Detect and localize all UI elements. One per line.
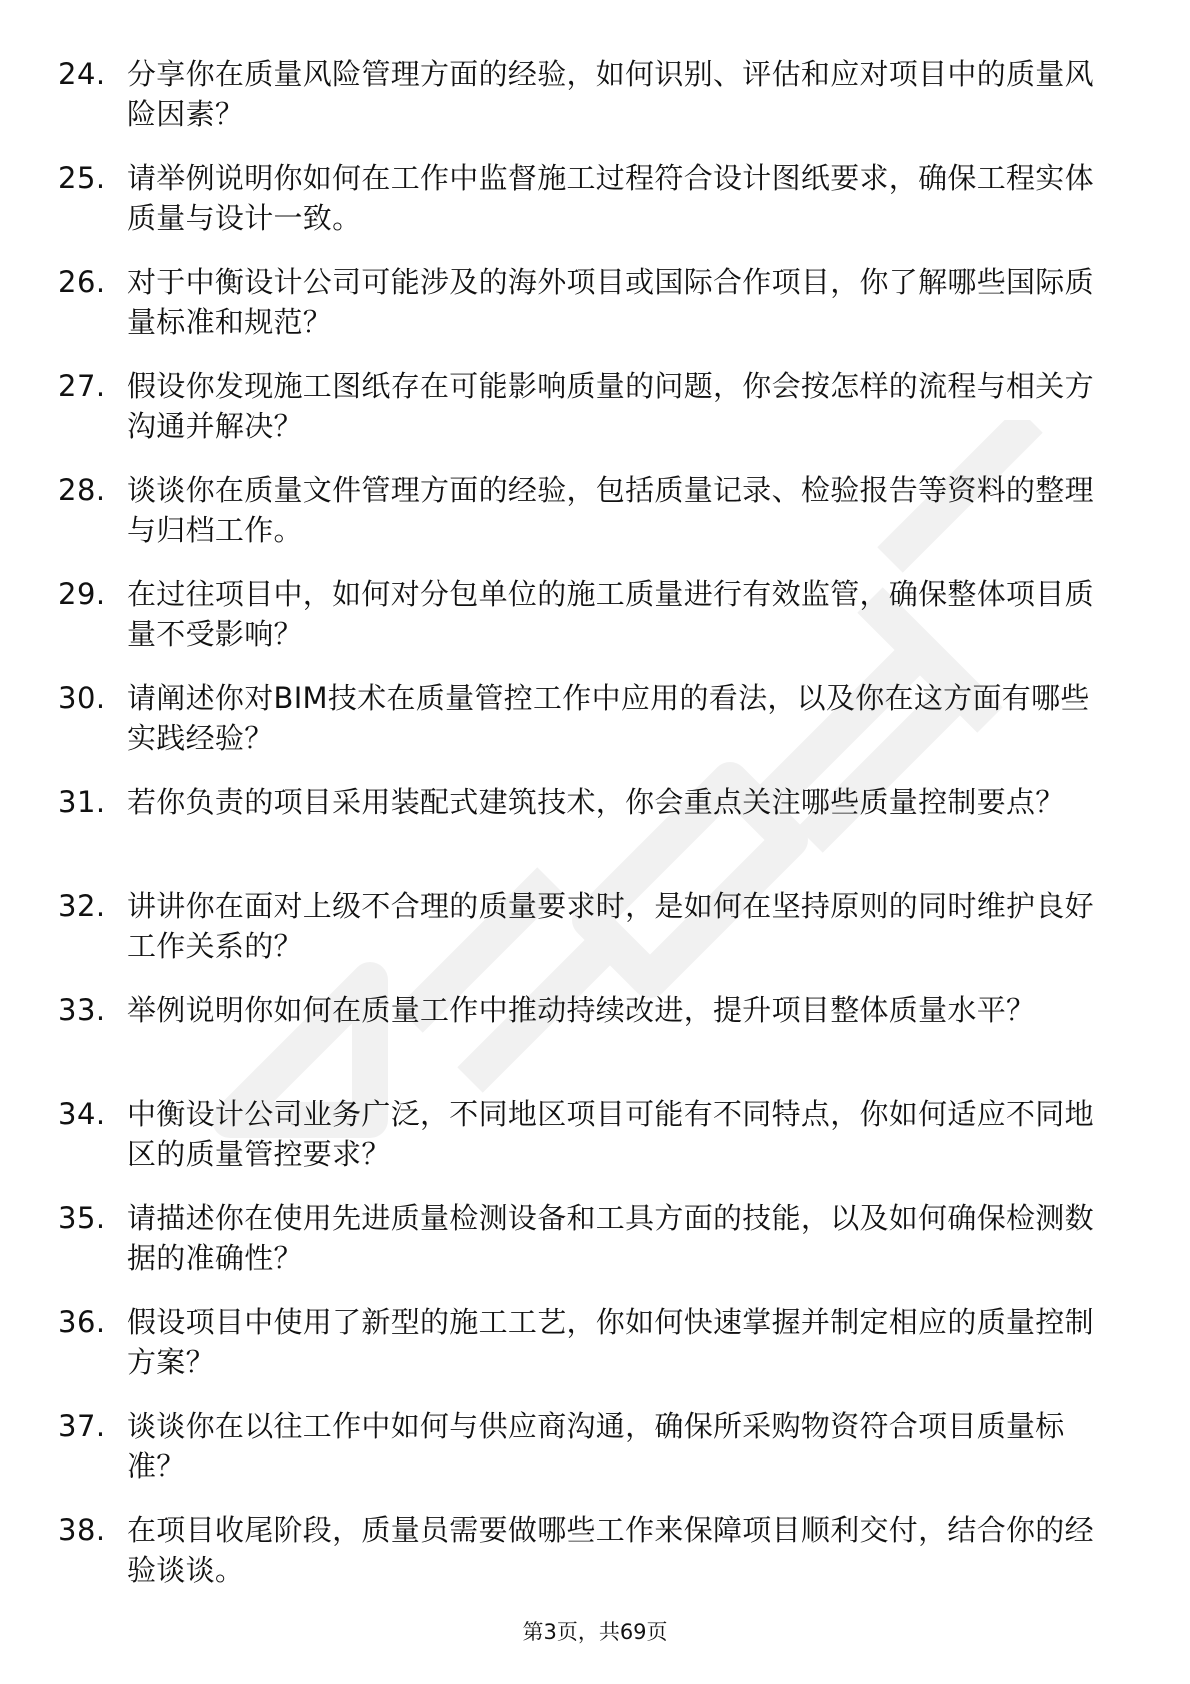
list-item xyxy=(58,158,1118,262)
list-item xyxy=(58,782,1118,886)
question-list xyxy=(58,54,1118,1614)
question-number: 27. xyxy=(58,369,106,403)
list-item xyxy=(58,678,1118,782)
list-item xyxy=(58,470,1118,574)
list-item xyxy=(58,262,1118,366)
question-number: 31. xyxy=(58,785,106,819)
list-item xyxy=(58,574,1118,678)
question-text: 分享你在质量风险管理方面的经验，如何识别、评估和应对项目中的质量风险因素？ xyxy=(127,57,1094,131)
question-number: 25. xyxy=(58,161,106,195)
question-number: 33. xyxy=(58,993,106,1027)
list-item xyxy=(58,1094,1118,1198)
question-text: 在项目收尾阶段，质量员需要做哪些工作来保障项目顺利交付，结合你的经验谈谈。 xyxy=(127,1513,1094,1587)
question-text: 讲讲你在面对上级不合理的质量要求时，是如何在坚持原则的同时维护良好工作关系的？ xyxy=(127,889,1094,963)
list-item xyxy=(58,886,1118,990)
question-text: 假设你发现施工图纸存在可能影响质量的问题，你会按怎样的流程与相关方沟通并解决？ xyxy=(127,369,1094,443)
question-number: 26. xyxy=(58,265,106,299)
question-text: 举例说明你如何在质量工作中推动持续改进，提升项目整体质量水平？ xyxy=(127,993,1036,1027)
question-text: 对于中衡设计公司可能涉及的海外项目或国际合作项目，你了解哪些国际质量标准和规范？ xyxy=(127,265,1094,339)
page-footer: 第3页，共69页 xyxy=(522,1620,668,1644)
question-number: 34. xyxy=(58,1097,106,1131)
list-item xyxy=(58,1198,1118,1302)
list-item xyxy=(58,990,1118,1094)
question-text: 谈谈你在质量文件管理方面的经验，包括质量记录、检验报告等资料的整理与归档工作。 xyxy=(127,473,1094,547)
question-text: 请举例说明你如何在工作中监督施工过程符合设计图纸要求，确保工程实体质量与设计一致。 xyxy=(127,161,1094,235)
question-number: 35. xyxy=(58,1201,106,1235)
question-text: 假设项目中使用了新型的施工工艺，你如何快速掌握并制定相应的质量控制方案？ xyxy=(127,1305,1094,1379)
question-number: 28. xyxy=(58,473,106,507)
question-text: 在过往项目中，如何对分包单位的施工质量进行有效监管，确保整体项目质量不受影响？ xyxy=(127,577,1094,651)
question-text: 若你负责的项目采用装配式建筑技术，你会重点关注哪些质量控制要点？ xyxy=(127,785,1065,819)
question-number: 32. xyxy=(58,889,106,923)
question-number: 37. xyxy=(58,1409,106,1443)
question-text: 谈谈你在以往工作中如何与供应商沟通，确保所采购物资符合项目质量标准？ xyxy=(127,1409,1065,1483)
question-number: 36. xyxy=(58,1305,106,1339)
question-number: 30. xyxy=(58,681,106,715)
question-text: 中衡设计公司业务广泛，不同地区项目可能有不同特点，你如何适应不同地区的质量管控要求？ xyxy=(127,1097,1094,1171)
list-item xyxy=(58,1510,1118,1614)
question-number: 29. xyxy=(58,577,106,611)
question-number: 38. xyxy=(58,1513,106,1547)
question-text: 请阐述你对BIM技术在质量管控工作中应用的看法，以及你在这方面有哪些实践经验？ xyxy=(127,681,1090,755)
question-number: 24. xyxy=(58,57,106,91)
list-item xyxy=(58,54,1118,158)
list-item xyxy=(58,1302,1118,1406)
list-item xyxy=(58,366,1118,470)
question-text: 请描述你在使用先进质量检测设备和工具方面的技能，以及如何确保检测数据的准确性？ xyxy=(127,1201,1094,1275)
list-item xyxy=(58,1406,1118,1510)
